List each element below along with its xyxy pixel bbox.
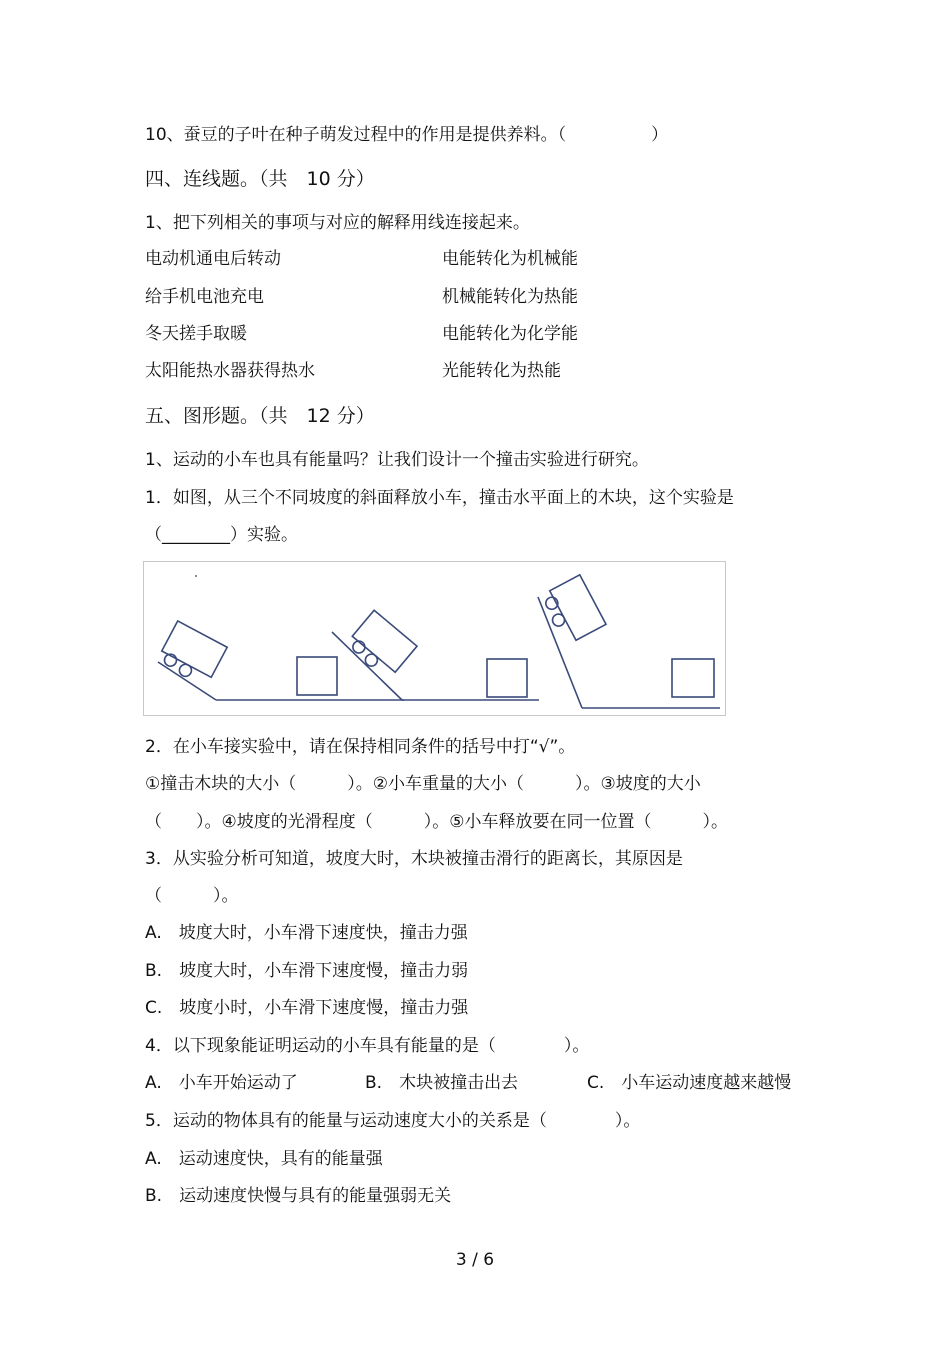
question-5: 5．运动的物体具有的能量与运动速度大小的关系是（ ）。 xyxy=(145,1111,641,1131)
match-right-2: 机械能转化为热能 xyxy=(442,287,578,307)
question-2-line-3: （ ）。④坡度的光滑程度（ ）。⑤小车释放要在同一位置（ ）。 xyxy=(145,812,728,832)
question-10: 10、蚕豆的子叶在种子萌发过程中的作用是提供养料。（ ） xyxy=(145,125,669,145)
question-4-option-a: A. 小车开始运动了 xyxy=(145,1073,298,1093)
section-5-intro: 1、运动的小车也具有能量吗？让我们设计一个撞击实验进行研究。 xyxy=(145,450,649,470)
block-3 xyxy=(672,659,714,697)
ramp-1 xyxy=(158,662,216,700)
match-left-2: 给手机电池充电 xyxy=(145,287,264,307)
ramp-2 xyxy=(332,632,402,700)
block-2 xyxy=(487,659,527,697)
question-4-option-b: B. 木块被撞击出去 xyxy=(365,1073,519,1093)
question-3-line-1: 3．从实验分析可知道，坡度大时，木块被撞击滑行的距离长，其原因是 xyxy=(145,849,683,869)
question-3-option-c: C. 坡度小时，小车滑下速度慢，撞击力强 xyxy=(145,998,469,1018)
question-5-option-a: A. 运动速度快，具有的能量强 xyxy=(145,1149,383,1169)
match-right-4: 光能转化为热能 xyxy=(442,361,561,381)
ramp-experiment-figure xyxy=(143,561,726,716)
page-number: 3 / 6 xyxy=(455,1250,495,1270)
ramp-experiment-drawing xyxy=(144,562,727,717)
section-4-question-1: 1、把下列相关的事项与对应的解释用线连接起来。 xyxy=(145,213,530,233)
question-1-line-1: 1．如图，从三个不同坡度的斜面释放小车，撞击水平面上的木块，这个实验是 xyxy=(145,488,734,508)
question-2-line-2: ①撞击木块的大小（ ）。②小车重量的大小（ ）。③坡度的大小 xyxy=(145,774,701,794)
match-left-3: 冬天搓手取暖 xyxy=(145,324,247,344)
section-4-title: 四、连线题。（共 10 分） xyxy=(145,168,375,190)
question-5-option-b: B. 运动速度快慢与具有的能量强弱无关 xyxy=(145,1186,452,1206)
question-4-option-c: C. 小车运动速度越来越慢 xyxy=(587,1073,792,1093)
question-2-line-1: 2．在小车接实验中，请在保持相同条件的括号中打“√”。 xyxy=(145,737,576,757)
question-1-line-2: （________）实验。 xyxy=(145,525,298,545)
question-3-line-2: （ ）。 xyxy=(145,886,239,906)
question-4: 4．以下现象能证明运动的小车具有能量的是（ ）。 xyxy=(145,1036,590,1056)
match-left-1: 电动机通电后转动 xyxy=(145,249,281,269)
cart-2 xyxy=(345,610,417,681)
dust-dot xyxy=(195,575,197,577)
section-5-title: 五、图形题。（共 12 分） xyxy=(145,405,375,427)
block-1 xyxy=(297,657,337,695)
question-3-option-a: A. 坡度大时，小车滑下速度快，撞击力强 xyxy=(145,923,468,943)
question-3-option-b: B. 坡度大时，小车滑下速度慢，撞击力弱 xyxy=(145,961,469,981)
cart-1 xyxy=(156,621,227,688)
match-right-3: 电能转化为化学能 xyxy=(442,324,578,344)
match-left-4: 太阳能热水器获得热水 xyxy=(145,361,315,381)
match-right-1: 电能转化为机械能 xyxy=(442,249,578,269)
cart-3 xyxy=(539,575,606,646)
